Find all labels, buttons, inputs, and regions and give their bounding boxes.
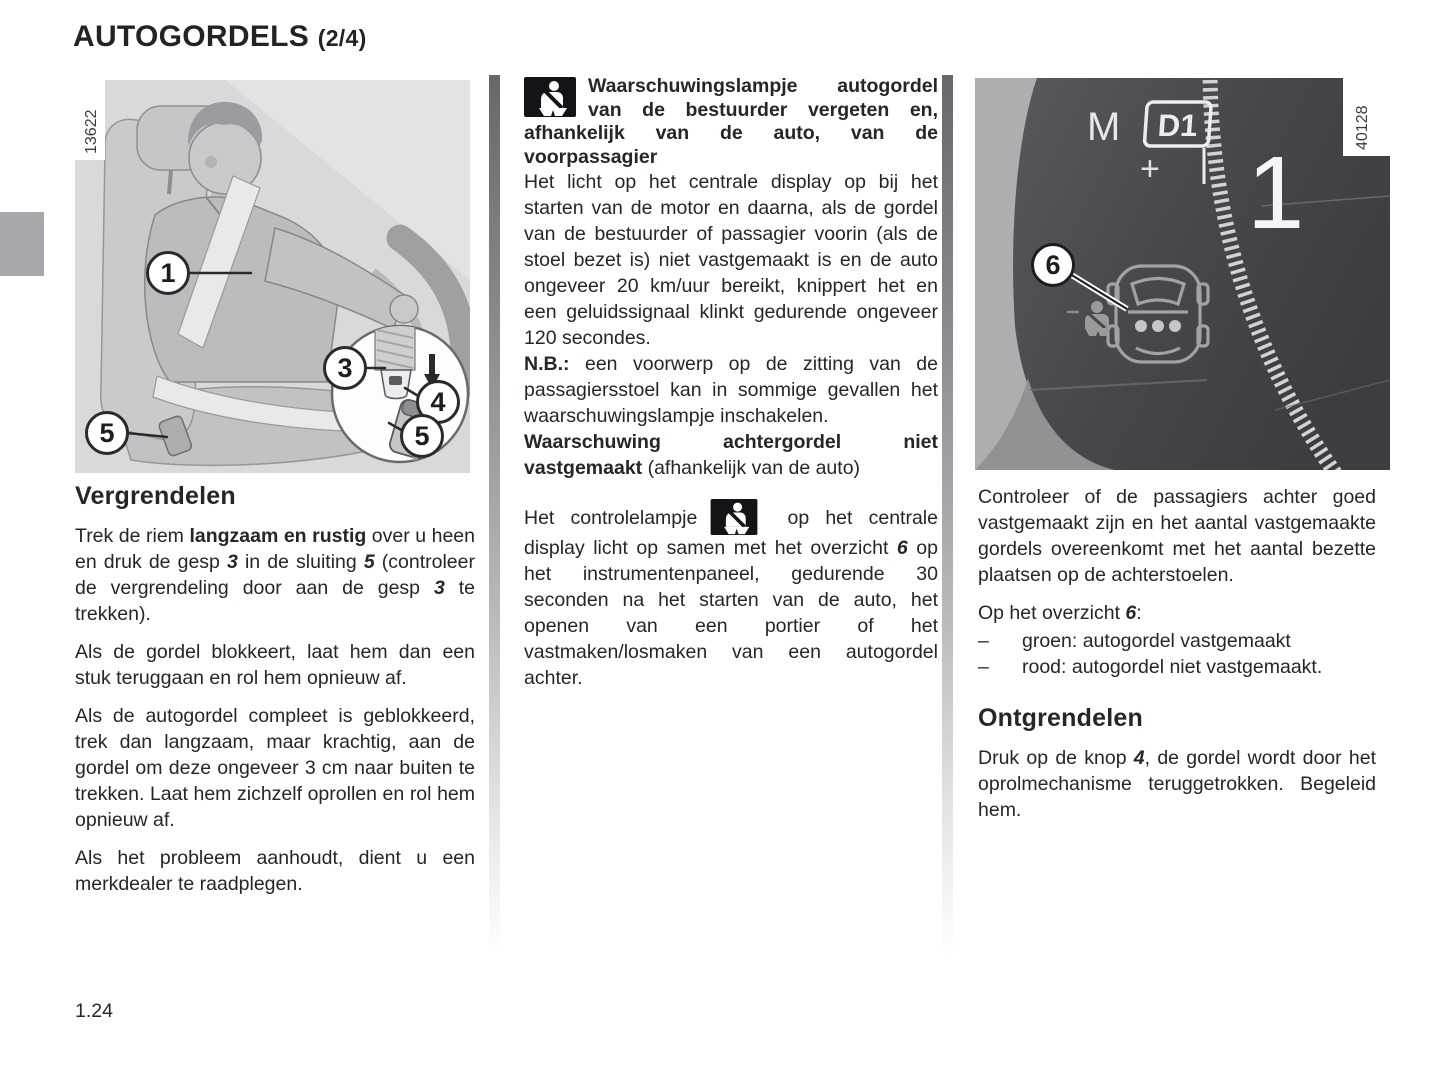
paragraph: Als de gordel blokkeert, laat hem dan een stuk teruggaan en rol hem opnieuw af. xyxy=(75,641,475,689)
overview-intro: Op het overzicht 6: xyxy=(978,602,1142,624)
note-paragraph: N.B.: een voorwerp op de zitting van de passagiersstoel kan in sommige gevallen het waarschuwingslampje inschakelen. xyxy=(524,353,938,427)
column-divider xyxy=(942,75,953,955)
gear-digit: 1 xyxy=(1247,135,1305,250)
driver-illustration xyxy=(75,80,470,473)
hand xyxy=(390,295,418,323)
page-title-suffix: (2/4) xyxy=(317,25,367,51)
paragraph: Als de autogordel compleet is geblokkeerd, trek dan langzaam, maar krachtig, aan de gordel om deze ongeveer 3 cm naar buiten te trekken. Laat hem zichzelf oprollen en rol hem opnieuw af. xyxy=(75,705,475,831)
paragraph: Als het probleem aanhoudt, dient u een merkdealer te raadplegen. xyxy=(75,847,475,895)
seatbelt-warning-icon xyxy=(524,77,576,117)
belt-status-list xyxy=(978,628,1376,680)
heading-ontgrendelen: Ontgrendelen xyxy=(978,704,1143,732)
callout-5a: 5 xyxy=(99,418,115,448)
callout-5b: 5 xyxy=(414,421,430,451)
callout-4: 4 xyxy=(430,387,446,417)
figure-id-right: 40128 xyxy=(1354,105,1371,150)
figure-driver-seatbelt xyxy=(75,80,470,473)
gear-mode-m: M xyxy=(1087,105,1121,149)
page-number: 1.24 xyxy=(75,1000,113,1022)
chapter-edge-tab xyxy=(0,212,44,276)
paragraph-with-lamp-icon: Het controlelampje op het centrale display licht op samen met het overzicht 6 op het instrumentenpaneel, gedurende 30 seconden na het starten van de auto, het openen van een portier of het vastmaken/losmaken van een autogordel achter. xyxy=(524,499,938,691)
paragraph: Druk op de knop 4, de gordel wordt door het oprolmechanisme teruggetrokken. Begeleid hem. xyxy=(978,747,1376,821)
paragraph: Trek de riem langzaam en rustig over u heen en druk de gesp 3 in de sluiting 5 (controleer de vergrendeling door aan de gesp 3 te trekken). xyxy=(75,525,475,625)
instrument-panel-photo xyxy=(975,78,1390,470)
warning-lamp-heading xyxy=(524,75,938,169)
paragraph: Het licht op het centrale display op bij het starten van de motor en daarna, als de gordel van de bestuurder of passagier voorin (als de stoel bezet is) niet vastgemaakt is en de auto ongeveer 20 km/uur bereikt, knippert het en een geluidssignaal klinkt gedurende ongeveer 120 secondes. xyxy=(524,171,938,349)
middle-column xyxy=(524,75,938,691)
callout-1: 1 xyxy=(160,258,176,288)
gear-plus: + xyxy=(1140,150,1160,188)
callout-6: 6 xyxy=(1045,250,1061,280)
svg-text:D1: D1 xyxy=(1156,108,1199,143)
page-title-main: AUTOGORDELS xyxy=(73,20,310,53)
seatbelt-warning-icon xyxy=(706,499,762,535)
callout-3: 3 xyxy=(337,353,353,383)
list-item: – groen: autogordel vastgemaakt xyxy=(978,630,1291,652)
right-column xyxy=(978,484,1376,835)
figure-instrument-panel xyxy=(975,78,1390,470)
paragraph: Controleer of de passagiers achter goed vastgemaakt zijn en het aantal vastgemaakte gordels overeenkomt met het aantal bezette plaatsen op de achterstoelen. xyxy=(978,486,1376,586)
rear-belt-warning-heading: Waarschuwing achtergordel niet vastgemaakt (afhankelijk van de auto) xyxy=(524,431,938,479)
figure-id-left: 13622 xyxy=(83,109,100,154)
heading-vergrendelen: Vergrendelen xyxy=(75,482,236,510)
page-title xyxy=(73,20,367,54)
left-column xyxy=(75,482,475,909)
warning-lamp-heading-text: Waarschuwingslampje autogordel van de bestuurder vergeten en, afhankelijk van de auto, van de voorpassagier xyxy=(524,75,938,168)
column-divider xyxy=(489,75,500,955)
list-item: – rood: autogordel niet vastgemaakt. xyxy=(978,656,1323,678)
